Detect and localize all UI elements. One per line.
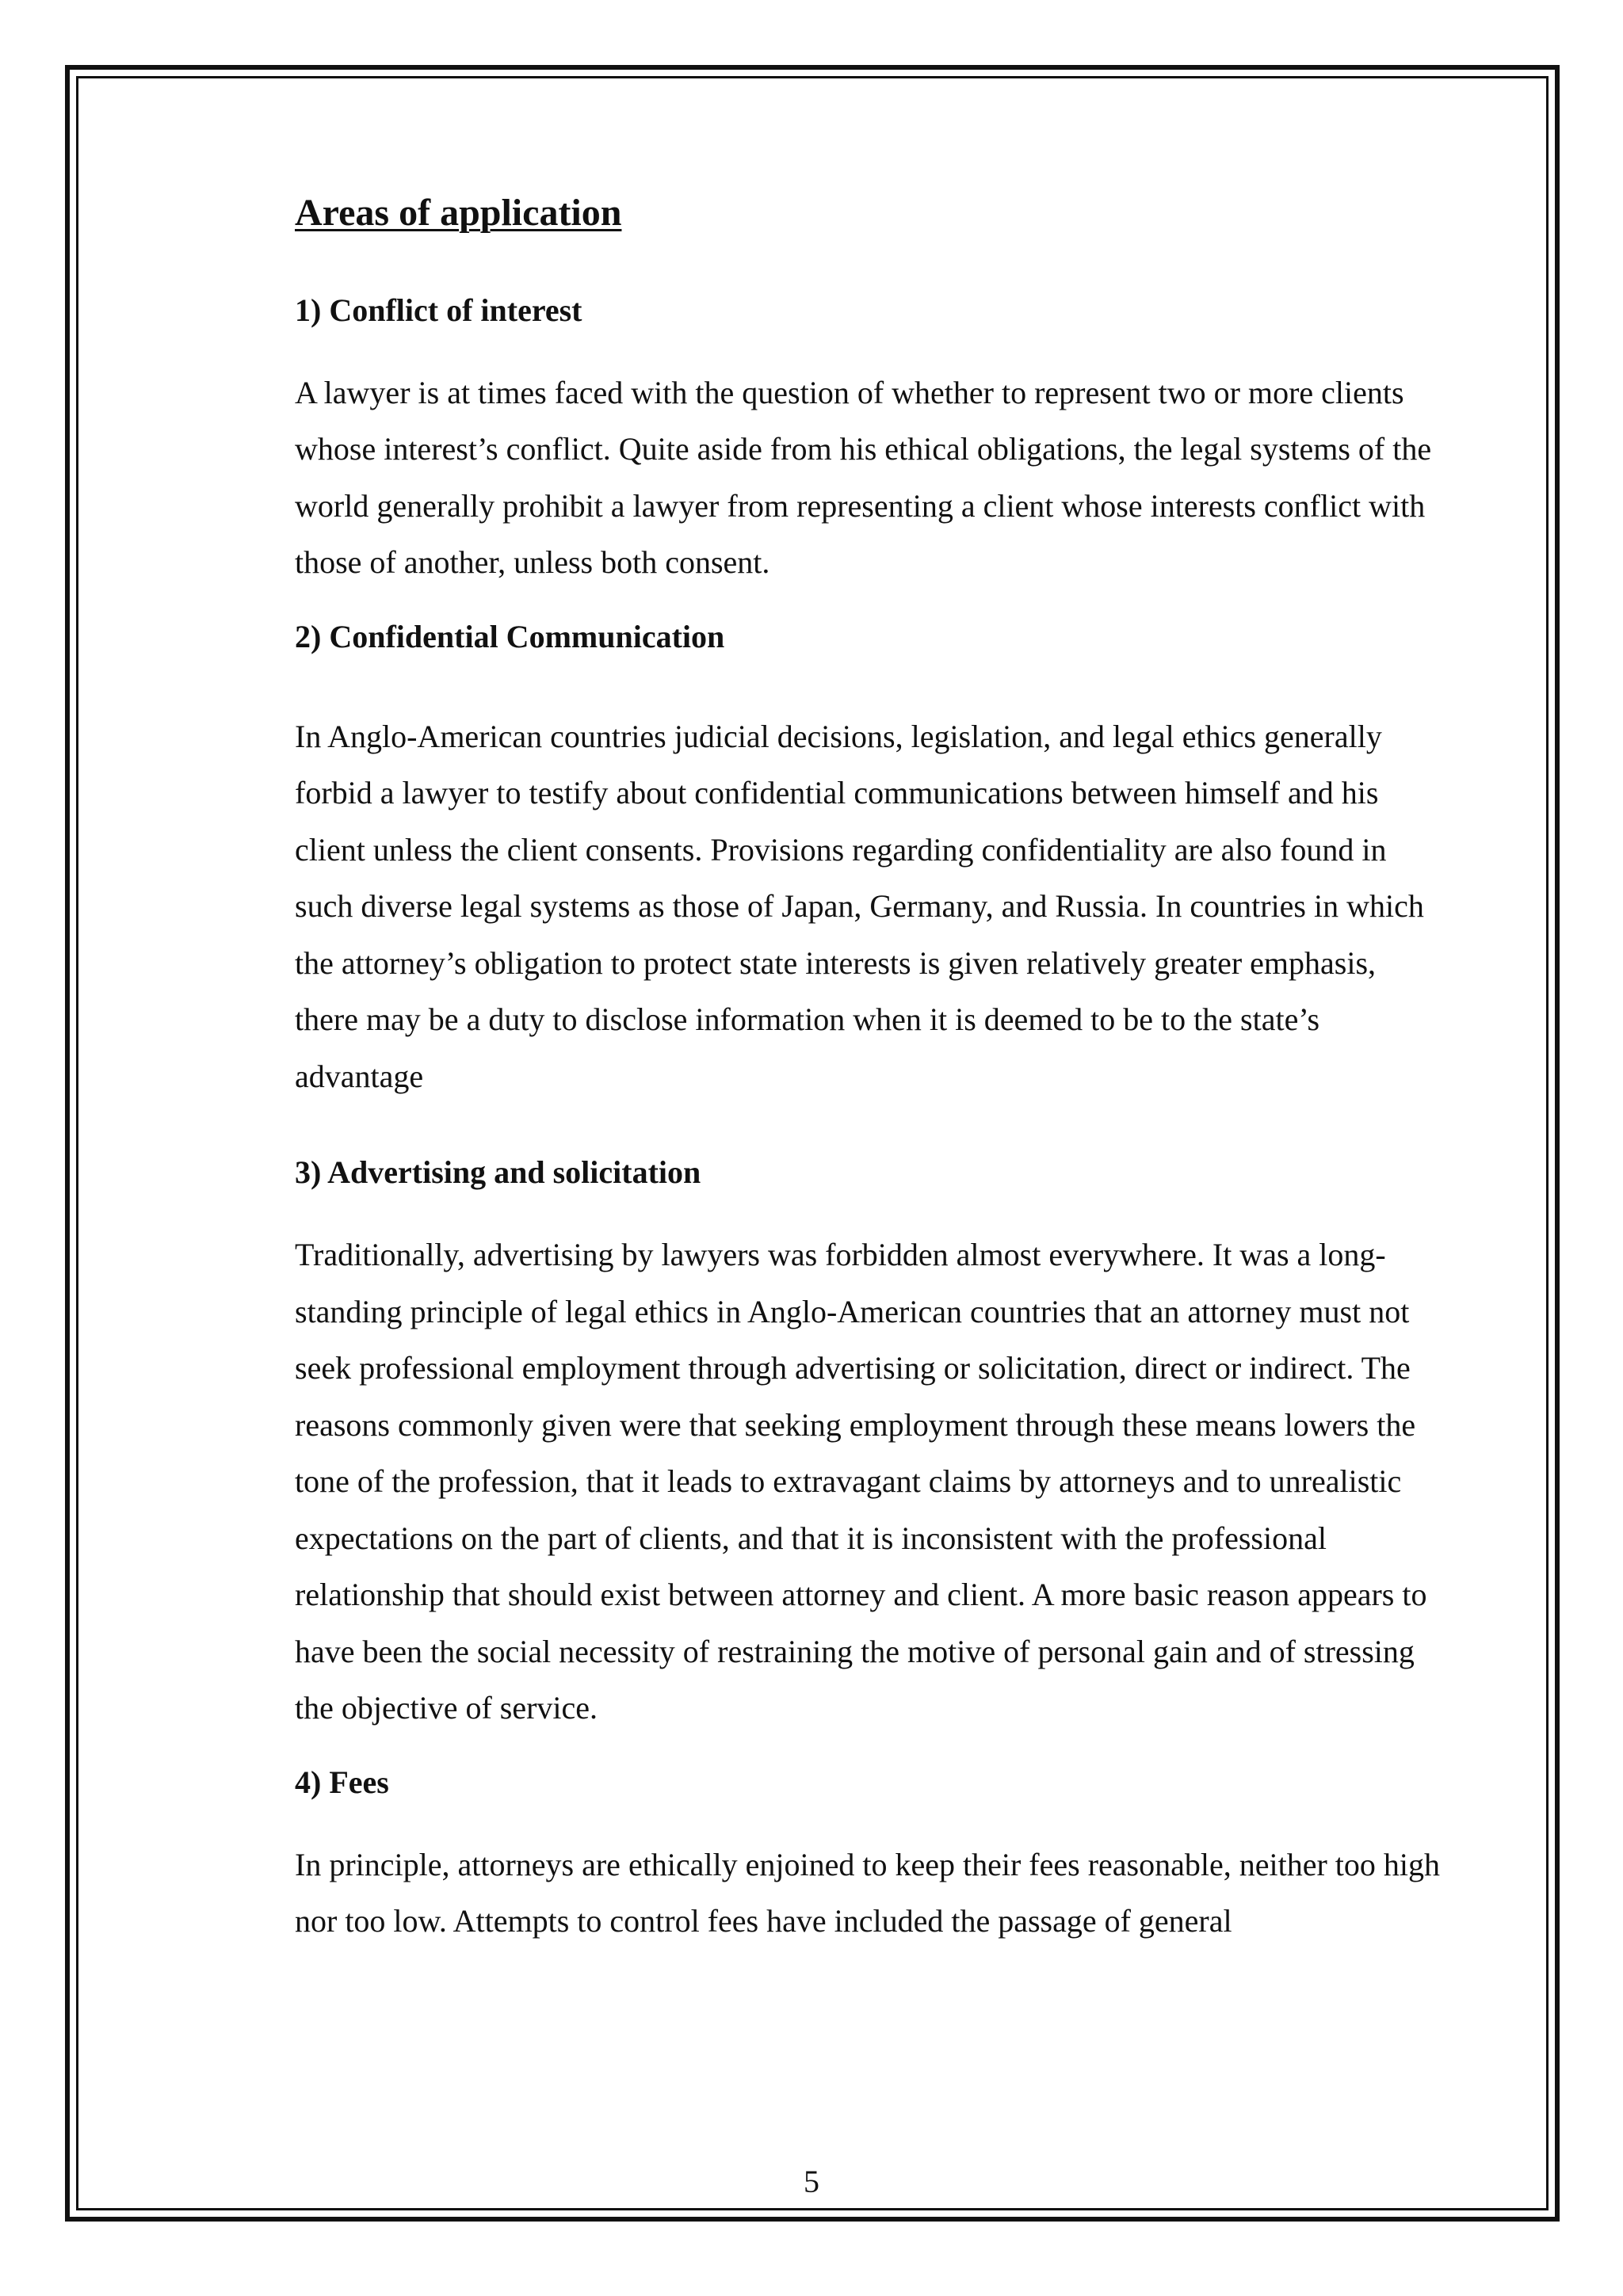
section-paragraph-fees: In principle, attorneys are ethically enjoined to keep their fees reasonable, neither too high nor too low. Attempts to control fees have included the passage of general (295, 1846, 1440, 1939)
section-paragraph-confidential-communication: In Anglo-American countries judicial decisions, legislation, and legal ethics generally forbid a lawyer to testify about confidential communications between himself and his client unless the client consents. Provisions regarding confidentiality are also found in such diverse legal systems as those of Japan, Germany, and Russia. In countries in which the attorney’s obligation to protect state interests is given relatively greater emphasis, there may be a duty to disclose information when it is deemed to be to the state’s advantage (295, 718, 1424, 1094)
section-heading-fees: 4) Fees (295, 1764, 389, 1800)
section-heading-confidential-communication: 2) Confidential Communication (295, 618, 725, 654)
document-title: Areas of application (295, 192, 622, 234)
document-body (295, 190, 1444, 1950)
section-heading-advertising-and-solicitation: 3) Advertising and solicitation (295, 1154, 701, 1191)
page-number: 5 (804, 2164, 819, 2199)
section-paragraph-conflict-of-interest: A lawyer is at times faced with the question of whether to represent two or more clients whose interest’s conflict. Quite aside from his ethical obligations, the legal systems of the world generally prohibit a lawyer from representing a client whose interests conflict with those of another, unless both consent. (295, 374, 1432, 581)
section-paragraph-advertising-and-solicitation: Traditionally, advertising by lawyers was forbidden almost everywhere. It was a long-standing principle of legal ethics in Anglo-American countries that an attorney must not seek professional employment through advertising or solicitation, direct or indirect. The reasons commonly given were that seeking employment through these means lowers the tone of the profession, that it leads to extravagant claims by attorneys and to unrealistic expectations on the part of clients, and that it is inconsistent with the professional relationship that should exist between attorney and client. A more basic reason appears to have been the social necessity of restraining the motive of personal gain and of stressing the objective of service. (295, 1237, 1427, 1726)
section-heading-conflict-of-interest: 1) Conflict of interest (295, 292, 582, 328)
